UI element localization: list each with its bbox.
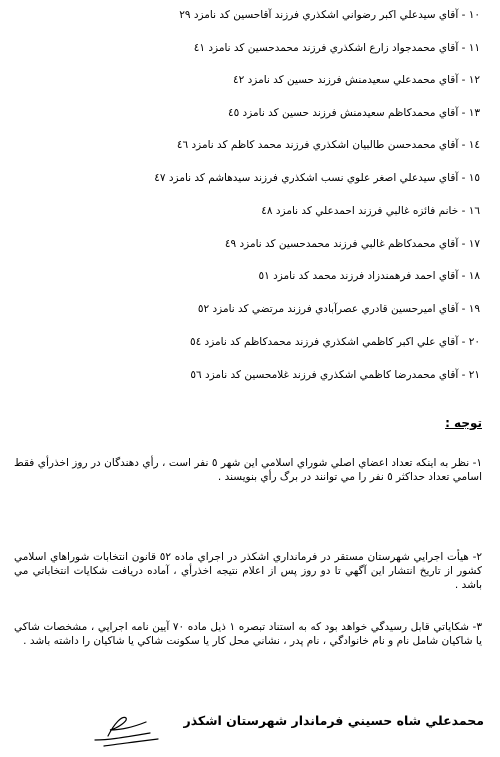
candidate-line-20: ٢٠ - آقاي علي اكبر كاظمي اشكذري فرزند محمدكاظم كد نامزد ٥٤ [189, 336, 480, 348]
candidate-line-21: ٢١ - آقاي محمدرضا كاظمي اشكذري فرزند غلامحسين كد نامزد ٥٦ [190, 369, 480, 381]
candidate-line-12: ١٢ - آقاي محمدعلي سعيدمنش فرزند حسين كد نامزد ٤٢ [232, 74, 480, 86]
candidate-line-16: ١٦ - خانم فائزه غالبي فرزند احمدعلي كد نامزد ٤٨ [261, 205, 480, 217]
signatory-name: محمدعلي شاه حسيني فرماندار شهرستان اشكذر [183, 713, 484, 728]
candidate-line-11: ١١ - آقاي محمدجواد زارع اشكذري فرزند محمدحسين كد نامزد ٤١ [193, 42, 480, 54]
notes-block-3 [14, 620, 482, 660]
notes-block-2 [14, 550, 482, 604]
candidate-line-17: ١٧ - آقاي محمدكاظم غالبي فرزند محمدحسين كد نامزد ٤٩ [224, 238, 480, 250]
candidate-line-10: ١٠ - آقاي سيدعلي اكبر رضواني اشكذري فرزند آقاحسين كد نامزد ٢٩ [179, 9, 480, 21]
note-3: ٣- شكاياتي قابل رسيدگي خواهد بود كه به استناد تبصره ١ ذيل ماده ٧٠ آيين نامه اجرايي ، مشخصات شاكي يا شاكيان شامل نام و نام خانوادگي ، نام پدر ، نشاني محل كار يا سكونت شاكي يا شاكيان را داشته باشد . [14, 621, 482, 647]
candidate-line-14: ١٤ - آقاي محمدحسن طالبيان اشكذري فرزند محمد كاظم كد نامزد ٤٦ [176, 139, 480, 151]
candidate-line-13: ١٣ - آقاي محمدكاظم سعيدمنش فرزند حسين كد نامزد ٤٥ [227, 107, 480, 119]
note-1: ١- نظر به اينكه تعداد اعضاي اصلي شوراي اسلامي اين شهر ٥ نفر است ، رأي دهندگان در روز اخذرأي فقط اسامي تعداد حداكثر ٥ نفر را مي توانند در برگ رأي بنويسند . [14, 457, 482, 483]
notes-list [14, 456, 482, 496]
candidate-line-15: ١٥ - آقاي سيدعلي اصغر علوي نسب اشكذري فرزند سيدهاشم كد نامزد ٤٧ [154, 172, 480, 184]
handwritten-signature [92, 706, 162, 750]
note-2: ٢- هيأت اجرايي شهرستان مستقر در فرمانداري اشكذر در اجراي ماده ٥٢ قانون انتخابات شوراهاي اسلامي كشور از تاريخ انتشار اين آگهي تا دو روز پس از اعلام نتيجه اخذرأي ، آماده دريافت شكايات انتخاباتي مي باشد . [14, 551, 482, 591]
candidate-line-19: ١٩ - آقاي اميرحسين قادري عصرآبادي فرزند مرتضي كد نامزد ٥٢ [197, 303, 480, 315]
notes-heading: توجه : [445, 416, 482, 430]
candidate-line-18: ١٨ - آقاي احمد فرهمندزاد فرزند محمد كد نامزد ٥١ [258, 270, 480, 282]
